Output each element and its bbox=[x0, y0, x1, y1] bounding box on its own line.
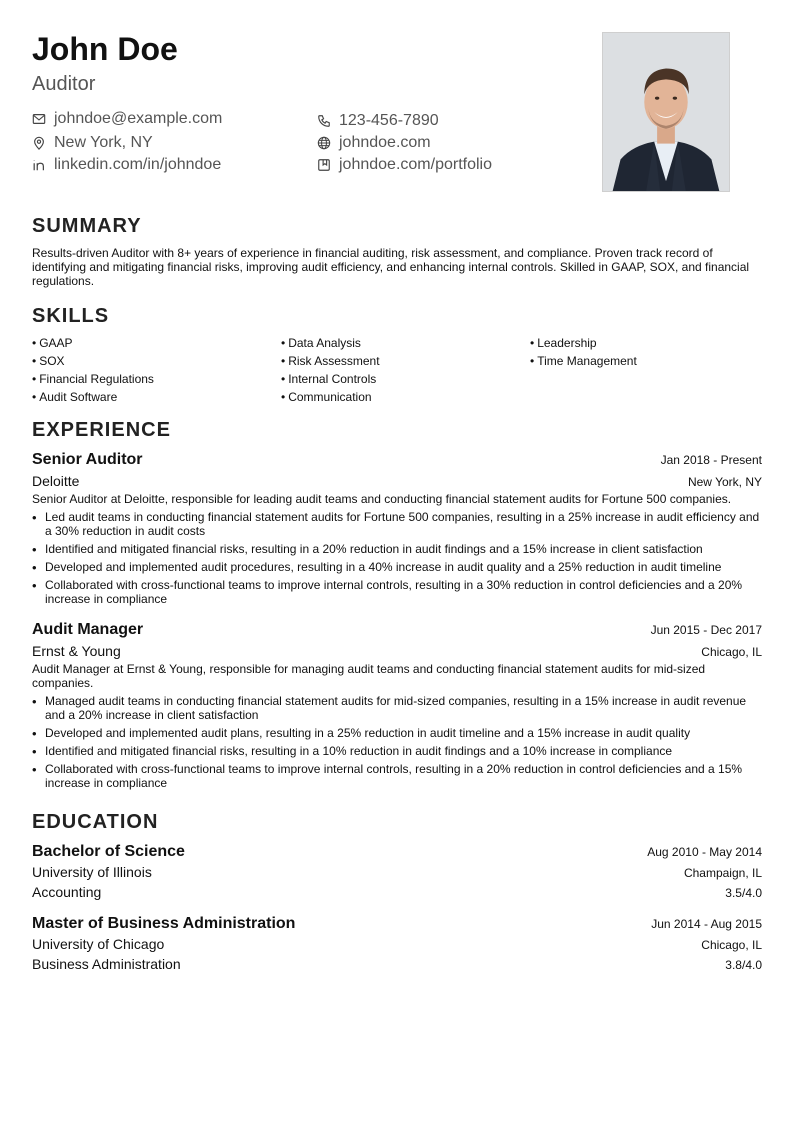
summary-text: Results-driven Auditor with 8+ years of experience in financial auditing, risk assessment, and compliance. Proven track record of identifying and mitigating financial risks, improving audit efficiency, and enhancing internal controls. Skilled in GAAP, SOX, and financial regulations. bbox=[32, 246, 750, 288]
skill-item: • Risk Assessment bbox=[281, 354, 530, 368]
degree-title: Bachelor of Science bbox=[32, 843, 185, 860]
field-of-study: Business Administration bbox=[32, 956, 181, 972]
job-title: Senior Auditor bbox=[32, 451, 143, 468]
skill-item: • Communication bbox=[281, 390, 530, 404]
job-company: Ernst & Young bbox=[32, 643, 121, 659]
skill-item: • Time Management bbox=[530, 354, 762, 368]
contact-portfolio[interactable] bbox=[317, 154, 492, 176]
location-pin-icon bbox=[32, 136, 46, 150]
education-entry bbox=[32, 842, 762, 902]
education-heading: EDUCATION bbox=[32, 811, 159, 833]
skill-item: • Leadership bbox=[530, 336, 762, 350]
school-name: University of Illinois bbox=[32, 864, 152, 880]
skills-grid bbox=[32, 336, 762, 404]
bookmark-icon bbox=[317, 158, 331, 172]
job-company: Deloitte bbox=[32, 473, 80, 489]
experience-heading: EXPERIENCE bbox=[32, 419, 171, 441]
contact-email[interactable] bbox=[32, 108, 222, 130]
job-dates: Jun 2015 - Dec 2017 bbox=[650, 623, 762, 637]
job-bullet: • Collaborated with cross-functional teams to improve internal controls, resulting in a 20% reduction in control deficiencies and a 15% increase in compliance bbox=[32, 762, 762, 790]
job-entry bbox=[32, 620, 762, 790]
resume-header bbox=[32, 30, 762, 200]
job-dates: Jan 2018 - Present bbox=[660, 453, 762, 467]
field-of-study: Accounting bbox=[32, 884, 102, 900]
resume-page bbox=[32, 30, 762, 974]
contact-website[interactable] bbox=[317, 132, 431, 154]
skill-item: • Data Analysis bbox=[281, 336, 530, 350]
school-name: University of Chicago bbox=[32, 936, 165, 952]
summary-heading: SUMMARY bbox=[32, 215, 142, 237]
candidate-title: Auditor bbox=[32, 73, 96, 95]
website-text: johndoe.com bbox=[339, 134, 431, 151]
job-bullet: • Collaborated with cross-functional teams to improve internal controls, resulting in a 30% reduction in control deficiencies and a 20% increase in compliance bbox=[32, 578, 762, 606]
portfolio-text: johndoe.com/portfolio bbox=[339, 156, 492, 173]
contact-linkedin[interactable] bbox=[32, 154, 221, 176]
job-bullet: • Managed audit teams in conducting financial statement audits for mid-sized companies, resulting in a 15% increase in audit revenue and a 20% increase in client satisfaction bbox=[32, 694, 762, 722]
profile-photo bbox=[602, 32, 730, 192]
skill-empty-cell bbox=[530, 390, 762, 404]
job-description: Senior Auditor at Deloitte, responsible for leading audit teams and conducting financial statement audits for Fortune 500 companies. bbox=[32, 492, 732, 506]
school-location: Champaign, IL bbox=[683, 866, 762, 880]
job-location: New York, NY bbox=[687, 475, 762, 489]
skill-item: • SOX bbox=[32, 354, 281, 368]
school-location: Chicago, IL bbox=[701, 938, 762, 952]
job-bullet: • Developed and implemented audit procedures, resulting in a 40% increase in audit quality and a 25% reduction in audit timeline bbox=[32, 560, 762, 574]
contact-location bbox=[32, 132, 153, 154]
skill-item: • GAAP bbox=[32, 336, 281, 350]
job-bullets bbox=[32, 510, 762, 606]
skill-empty-cell bbox=[530, 372, 762, 386]
email-text: johndoe@example.com bbox=[54, 110, 223, 127]
candidate-name: John Doe bbox=[32, 31, 178, 67]
job-bullet: • Developed and implemented audit plans, resulting in a 25% reduction in audit timeline and a 15% increase in audit quality bbox=[32, 726, 762, 740]
job-location: Chicago, IL bbox=[701, 645, 762, 659]
location-text: New York, NY bbox=[54, 134, 153, 151]
job-description: Audit Manager at Ernst & Young, responsible for managing audit teams and conducting financial statement audits for mid-sized companies. bbox=[32, 662, 706, 690]
job-bullet: • Identified and mitigated financial risks, resulting in a 10% reduction in audit findings and a 10% increase in compliance bbox=[32, 744, 762, 758]
skill-item: • Internal Controls bbox=[281, 372, 530, 386]
education-dates: Jun 2014 - Aug 2015 bbox=[651, 917, 762, 931]
education-dates: Aug 2010 - May 2014 bbox=[647, 845, 762, 859]
job-bullets bbox=[32, 694, 762, 790]
skills-heading: SKILLS bbox=[32, 305, 110, 327]
job-title: Audit Manager bbox=[32, 621, 144, 638]
linkedin-icon bbox=[32, 158, 46, 172]
mail-icon bbox=[32, 112, 46, 126]
contact-phone[interactable] bbox=[317, 110, 439, 132]
job-entry bbox=[32, 450, 762, 606]
job-bullet: • Identified and mitigated financial risks, resulting in a 20% reduction in audit findings and a 15% increase in client satisfaction bbox=[32, 542, 762, 556]
gpa: 3.5/4.0 bbox=[725, 886, 762, 900]
globe-icon bbox=[317, 136, 331, 150]
linkedin-text: linkedin.com/in/johndoe bbox=[54, 156, 222, 173]
degree-title: Master of Business Administration bbox=[32, 915, 296, 932]
phone-icon bbox=[317, 114, 331, 128]
skill-item: • Audit Software bbox=[32, 390, 281, 404]
gpa: 3.8/4.0 bbox=[725, 958, 762, 972]
phone-text: 123-456-7890 bbox=[339, 112, 439, 129]
skill-item: • Financial Regulations bbox=[32, 372, 281, 386]
job-bullet: • Led audit teams in conducting financial statement audits for Fortune 500 companies, resulting in a 25% increase in audit efficiency and a 30% reduction in audit costs bbox=[32, 510, 762, 538]
education-entry bbox=[32, 914, 762, 974]
